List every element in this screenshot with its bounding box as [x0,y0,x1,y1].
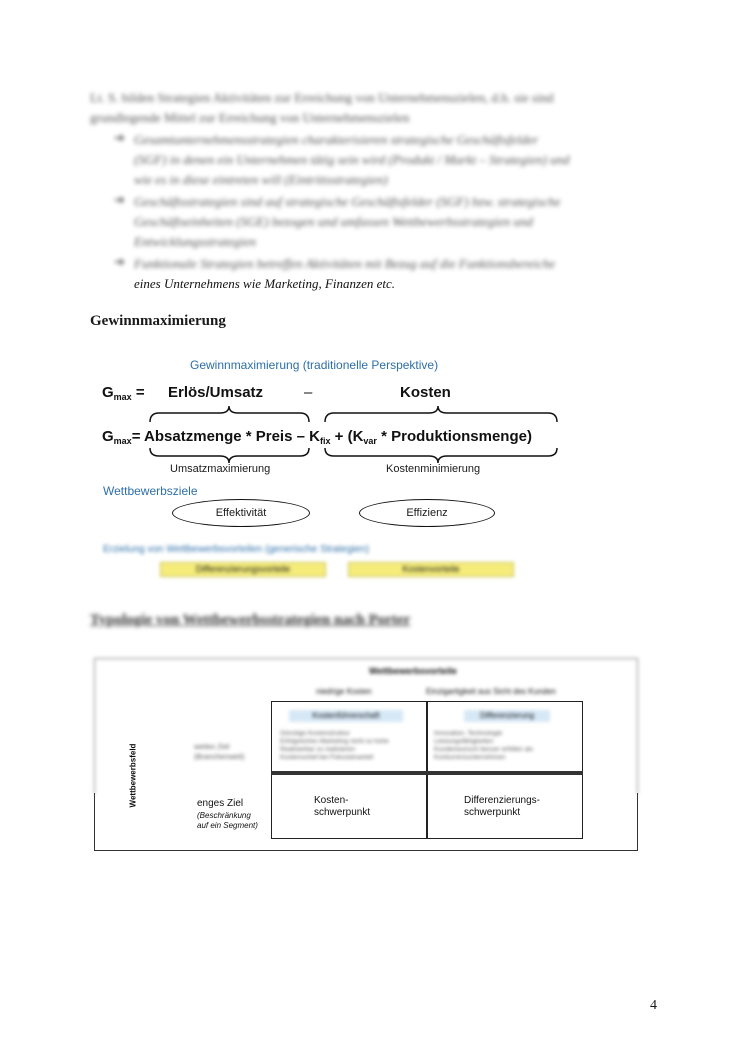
arrow-bullet-icon: ➔ [114,192,125,207]
formula-minus: – [304,384,313,401]
cell-tl-item: Realisierbar zu realisieren [280,746,356,753]
cell-br-line-2: schwerpunkt [464,807,521,818]
label-umsatzmaximierung: Umsatzmaximierung [170,463,271,475]
equals-sign: = [135,384,145,401]
cell-tr-item: Leistungsfähigkeiten [434,738,494,745]
porter-row1-label: weites Ziel (Branchenweit) [194,742,245,761]
brace-top-right [325,406,557,422]
cell-items-top-left [280,730,389,762]
page-number: 4 [650,998,657,1013]
g-symbol: G [102,384,114,401]
cell-tr-item: Konkurrenzunternehmen [434,754,506,761]
bullet-2-line-3: Entwicklungsstrategien [134,234,257,249]
cell-br-line-1: Differenzierungs- [464,795,540,806]
arrow-bullet-icon: ➔ [114,254,125,269]
porter-side-label: Wettbewerbsfeld [128,743,138,808]
porter-matrix [94,658,638,851]
top-braces [145,404,565,426]
porter-row2-sub-2: auf ein Segment) [197,821,258,830]
g-symbol: G [102,428,114,445]
brace-top-left [150,406,309,422]
porter-row2-sub-1: (Beschränkung [197,811,251,820]
cell-tl-item: Günstige Kostenstruktur [280,730,350,737]
bullet-1-line-3: wie es in diese eintreten will (Eintrittsstrategien) [134,172,388,187]
formula-absatz-preis: = Absatzmenge * Preis – K [131,428,320,445]
arrow-bullet-icon: ➔ [114,130,125,145]
section-heading-gewinnmaximierung: Gewinnmaximierung [90,313,226,329]
porter-side-label-wrap [126,738,140,818]
formula-row-1-g [102,384,145,402]
formula-row-2 [102,428,532,446]
bullet-1-line-1: Gesamtunternehmensstrategien charakterisieren strategische Geschäftsfelder [134,132,539,147]
cell-title-differenzierung: Differenzierung [464,710,550,722]
cell-bottom-left [314,795,370,819]
cell-bl-line-1: Kosten- [314,795,349,806]
porter-frame-left [94,793,95,851]
formula-revenue: Erlös/Umsatz [168,384,264,401]
porter-col2-head: Einzigartigkeit aus Sicht des Kunden [426,687,556,696]
porter-top-label: Wettbewerbsvorteile [369,666,457,676]
section-heading-porter: Typologie von Wettbewerbsstrategien nach Porter [90,612,411,628]
cell-items-top-right [434,730,533,762]
porter-row2-label: enges Ziel [197,798,244,809]
diagram-title: Gewinnmaximierung (traditionelle Perspektive) [190,358,439,372]
cell-tr-item: Innovation, Technologie [434,730,503,737]
bullet-2-line-2: Geschäftseinheiten (SGE) bezogen und umfassen Wettbewerbsstrategien und [134,214,533,229]
label-generic-strategies: Erzielung von Wettbewerbsvorteilen (generische Strategien) [103,544,370,555]
porter-grid-hline [271,771,583,775]
brace-bottom-left [150,448,309,463]
fix-subscript: fix [319,436,331,446]
bullet-2-line-1: Geschäftsstrategien sind auf strategische Geschäftsfelder (SGF) bzw. strategische [134,194,561,209]
bullet-3-line-1: Funktionale Strategien betreffen Aktivitäten mit Bezug auf die Funktionsbereiche [134,256,556,271]
box-kostenvorteile: Kostenvorteile [348,562,514,577]
label-wettbewerbsziele: Wettbewerbsziele [103,484,198,498]
cell-tl-item: Kostenvorteil bei Fixkostenanteil [280,754,374,761]
intro-line-2: grundlegende Mittel zur Erreichung von Unternehmenszielen [90,110,410,125]
brace-bottom-right [325,448,557,463]
ellipse-effizienz: Effizienz [359,499,495,527]
formula-costs: Kosten [400,384,451,401]
cell-tr-item: Kundenwunsch besser erfüllen als [434,746,534,753]
cell-bottom-right [464,795,540,819]
porter-frame-bottom [94,850,638,851]
formula-produktionsmenge: * Produktionsmenge) [376,428,532,445]
label-kostenminimierung: Kostenminimierung [386,463,481,475]
g-subscript: max [113,436,132,446]
g-subscript: max [113,392,132,402]
porter-grid-vline [426,701,428,839]
ellipse-effektivitaet: Effektivität [172,499,310,527]
porter-col1-head: niedrige Kosten [316,687,372,696]
porter-frame-right [637,793,638,851]
var-subscript: var [363,436,377,446]
bullet-3-line-2: eines Unternehmens wie Marketing, Finanzen etc. [134,276,396,291]
cell-title-kostenfuehrerschaft: Kostenführerschaft [289,710,403,722]
formula-kvar-open: + (K [330,428,364,445]
intro-line-1: Lt. S. bilden Strategien Aktivitäten zur Erreichung von Unternehmenszielen, d.h. sie sind [90,90,554,105]
cell-bl-line-2: schwerpunkt [314,807,371,818]
bullet-1-line-2: (SGF) in denen ein Unternehmen tätig sein wird (Produkt / Markt – Strategien) und [134,152,570,167]
cell-tl-item: Erfolgreiches Marketing nicht so hohe [280,738,389,745]
box-differenzierungsvorteile: Differenzierungsvorteile [160,562,326,577]
